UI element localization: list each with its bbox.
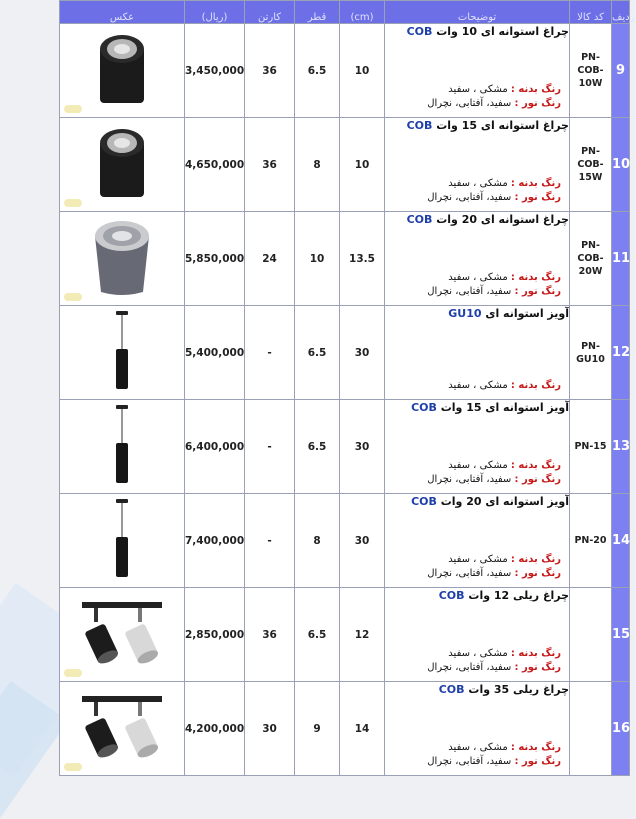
height-cell: 10 [340,24,385,118]
carton-cell: 36 [245,118,295,212]
header-height: (cm) [340,1,385,24]
light-color-line: رنگ نور : سفید، آفتابی، نچرال [427,286,561,297]
product-image-cell [60,682,185,776]
row-number-cell: 9 [612,24,630,118]
product-title: آویز استوانه ای 20 وات COB [411,495,569,508]
product-code-cell: PN- COB- 15W [570,118,612,212]
product-code-cell [570,682,612,776]
product-title: چراغ استوانه ای 20 وات COB [406,213,569,226]
table-row [60,24,630,118]
description-cell [385,306,570,400]
pendant-light-icon [107,497,137,581]
product-code-cell [570,588,612,682]
description-cell [385,118,570,212]
height-cell: 13.5 [340,212,385,306]
diameter-cell: 6.5 [295,400,340,494]
price-cell: 6,400,000 [185,400,245,494]
light-color-line: رنگ نور : سفید، آفتابی، نچرال [427,98,561,109]
height-cell: 30 [340,400,385,494]
track-light-icon [80,692,164,762]
diameter-cell: 9 [295,682,340,776]
product-image-cell [60,494,185,588]
watermark-logo-icon [64,293,82,301]
description-cell [385,682,570,776]
carton-cell: 24 [245,212,295,306]
row-number-cell: 16 [612,682,630,776]
product-code-cell: PN-20 [570,494,612,588]
header-price: (ریال) [185,1,245,24]
product-image-cell [60,400,185,494]
description-cell [385,24,570,118]
description-cell [385,494,570,588]
diameter-cell: 6.5 [295,588,340,682]
price-table [59,0,635,776]
body-color-line: رنگ بدنه : مشکی ، سفید [448,742,561,753]
table-row [60,682,630,776]
header-diameter: قطر [295,1,340,24]
watermark-logo-icon [64,669,82,677]
product-code-cell: PN-15 [570,400,612,494]
price-cell: 4,200,000 [185,682,245,776]
height-cell: 30 [340,306,385,400]
row-number-cell: 15 [612,588,630,682]
price-cell: 5,400,000 [185,306,245,400]
diameter-cell: 10 [295,212,340,306]
height-cell: 14 [340,682,385,776]
track-light-icon [80,598,164,668]
light-color-line: رنگ نور : سفید، آفتابی، نچرال [427,192,561,203]
product-title: آویز استوانه ای GU10 [448,307,569,320]
table-row [60,400,630,494]
row-number-cell: 14 [612,494,630,588]
carton-cell: 30 [245,682,295,776]
description-cell [385,400,570,494]
header-carton: کارتن [245,1,295,24]
body-color-line: رنگ بدنه : مشکی ، سفید [448,554,561,565]
body-color-line: رنگ بدنه : مشکی ، سفید [448,178,561,189]
row-number-cell: 11 [612,212,630,306]
table-header [60,1,630,24]
body-color-line: رنگ بدنه : مشکی ، سفید [448,460,561,471]
light-color-line: رنگ نور : سفید، آفتابی، نچرال [427,756,561,767]
product-code-cell: PN- COB- 20W [570,212,612,306]
row-number-cell: 12 [612,306,630,400]
product-title: آویز استوانه ای 15 وات COB [411,401,569,414]
light-color-line: رنگ نور : سفید، آفتابی، نچرال [427,474,561,485]
height-cell: 10 [340,118,385,212]
watermark-logo-icon [64,105,82,113]
carton-cell: 36 [245,24,295,118]
pendant-light-icon [107,309,137,393]
product-title: چراغ استوانه ای 10 وات COB [406,25,569,38]
table-row [60,306,630,400]
price-cell: 3,450,000 [185,24,245,118]
carton-cell: 36 [245,588,295,682]
light-color-line: رنگ نور : سفید، آفتابی، نچرال [427,568,561,579]
product-code-cell: PN- COB- 10W [570,24,612,118]
header-code: کد کالا [570,1,612,24]
body-color-line: رنگ بدنه : مشکی ، سفید [448,272,561,283]
product-title: چراغ استوانه ای 15 وات COB [406,119,569,132]
description-cell [385,588,570,682]
light-color-line: رنگ نور : سفید، آفتابی، نچرال [427,662,561,673]
diameter-cell: 6.5 [295,306,340,400]
diameter-cell: 8 [295,494,340,588]
table-row [60,212,630,306]
product-image-cell [60,588,185,682]
carton-cell: - [245,306,295,400]
table-row [60,118,630,212]
height-cell: 30 [340,494,385,588]
watermark-logo-icon [64,199,82,207]
cylinder-downlight-black-icon [92,29,152,109]
product-image-cell [60,212,185,306]
product-image-cell [60,118,185,212]
header-description: توضیحات [385,1,570,24]
body-color-line: رنگ بدنه : مشکی ، سفید [448,380,561,391]
row-number-cell: 10 [612,118,630,212]
pendant-light-icon [107,403,137,487]
product-image-cell [60,306,185,400]
price-cell: 7,400,000 [185,494,245,588]
description-cell [385,212,570,306]
price-cell: 5,850,000 [185,212,245,306]
row-number-cell: 13 [612,400,630,494]
height-cell: 12 [340,588,385,682]
cylinder-downlight-black-icon [92,123,152,203]
body-color-line: رنگ بدنه : مشکی ، سفید [448,648,561,659]
diameter-cell: 6.5 [295,24,340,118]
table-row [60,588,630,682]
price-cell: 4,650,000 [185,118,245,212]
product-code-cell: PN- GU10 [570,306,612,400]
header-row: ردیف [612,1,630,24]
diameter-cell: 8 [295,118,340,212]
carton-cell: - [245,494,295,588]
watermark-logo-icon [64,763,82,771]
table-row [60,494,630,588]
body-color-line: رنگ بدنه : مشکی ، سفید [448,84,561,95]
product-title: چراغ ریلی 35 وات COB [438,683,569,696]
price-cell: 2,850,000 [185,588,245,682]
product-image-cell [60,24,185,118]
product-title: چراغ ریلی 12 وات COB [438,589,569,602]
carton-cell: - [245,400,295,494]
header-image: عکس [60,1,185,24]
cylinder-downlight-grey-icon [87,214,157,300]
